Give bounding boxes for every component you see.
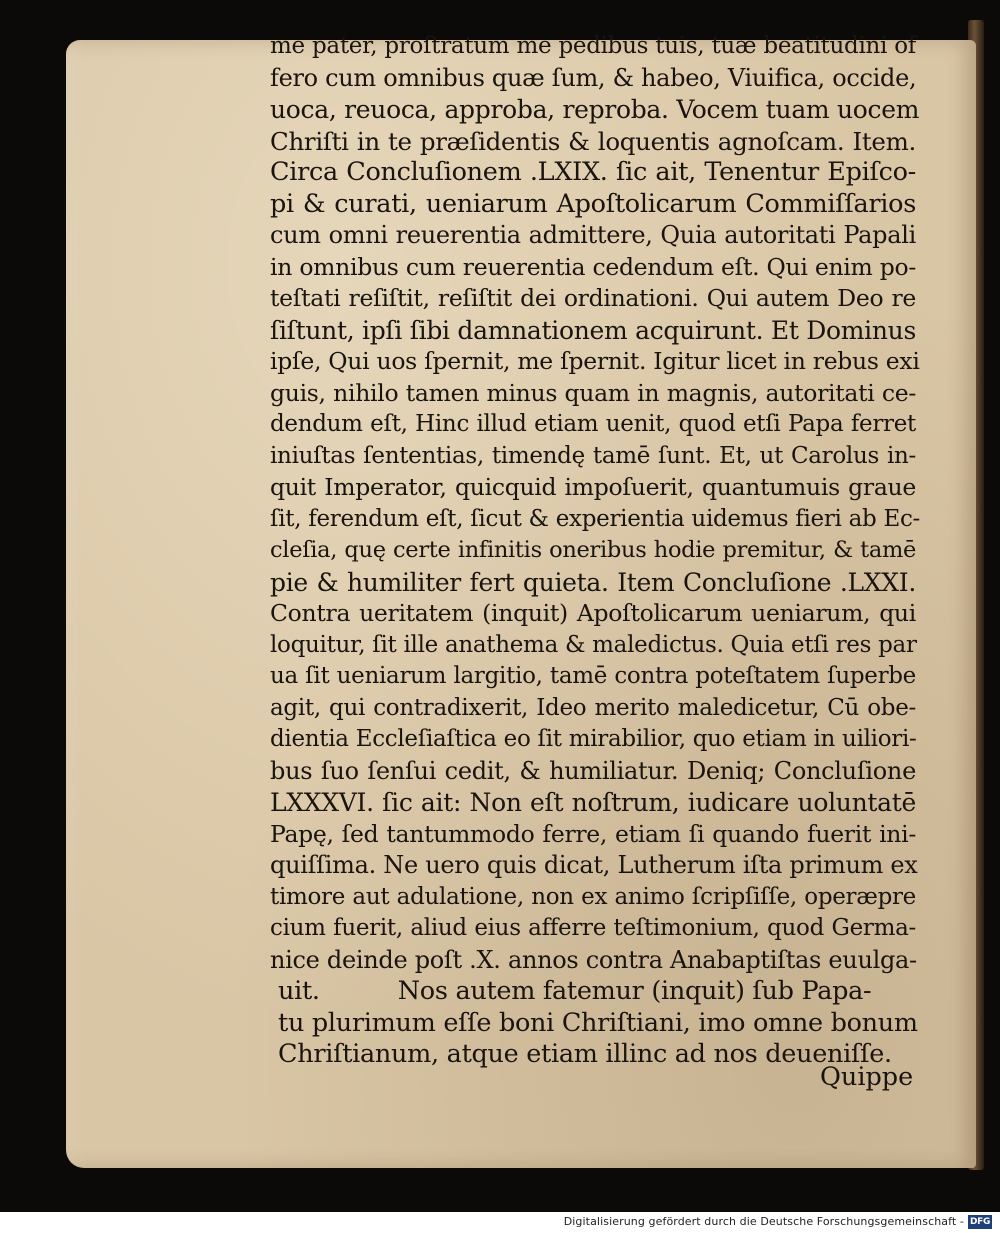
text-line: ſiſtunt, ipſi ſibi damnationem acquirunt. Et Dominus [270, 315, 916, 345]
dfg-logo: DFG [969, 1217, 991, 1227]
text-line: timore aut adulatione, non ex animo ſcripſiſſe, operæpre [270, 883, 916, 910]
text-line: in omnibus cum reuerentia cedendum eſt. Qui enim po- [270, 252, 916, 281]
text-line: Contra ueritatem (inquit) Apoſtolicarum ueniarum, qui [270, 599, 916, 627]
text-line: ſit, ferendum eſt, ſicut & experientia uidemus fieri ab Ec- [270, 505, 921, 532]
text-line: nice deinde poſt .X. annos contra Anabaptiſtas euulga- [270, 945, 917, 974]
text-line: agit, qui contradixerit, Ideo merito maledicetur, Cū obe- [270, 694, 916, 721]
text-line: dendum eſt, Hinc illud etiam uenit, quod etſi Papa ferret [270, 411, 916, 437]
text-line: Papę, ſed tantummodo ferre, etiam ſi quando fuerit ini- [270, 819, 916, 848]
catchword: Quippe [820, 1062, 914, 1092]
text-line: fero cum omnibus quæ ſum, & habeo, Viuifica, occide, [270, 63, 917, 92]
footer-bar [0, 1212, 1000, 1233]
text-line: ipſe, Qui uos ſpernit, me ſpernit. Igitur licet in rebus exi [270, 347, 920, 375]
text-line: loquitur, ſit ille anathema & maledictus. Quia etſi res par [270, 631, 917, 658]
text-line: guis, nihilo tamen minus quam in magnis, autoritati ce- [270, 378, 916, 407]
text-line: LXXXVI. ſic ait: Non eſt noſtrum, iudicare uoluntatē [270, 788, 916, 817]
text-line: ua ſit ueniarum largitio, tamē contra poteſtatem ſuperbe [270, 663, 916, 689]
text-line: me pater, proſtratum me pedibus tuis, tuæ beatitudini of [270, 33, 916, 59]
text-line: teſtati reſiſtit, reſiſtit dei ordinationi. Qui autem Deo re [270, 284, 916, 312]
text-line: quit Imperator, quicquid impoſuerit, quantumuis graue [270, 473, 916, 501]
text-line: Circa Concluſionem .LXIX. ſic ait, Tenentur Epiſco- [270, 157, 916, 187]
text-line: Chriſtianum, atque etiam illinc ad nos deueniſſe. [278, 1039, 892, 1069]
text-line: cum omni reuerentia admittere, Quia autoritati Papali [270, 221, 916, 249]
text-line: uoca, reuoca, approba, reproba. Vocem tuam uocem [270, 95, 920, 124]
text-line: uit. Nos autem fatemur (inquit) ſub Papa- [278, 976, 872, 1006]
text-line: dientia Eccleſiaſtica eo ſit mirabilior, quo etiam in uiliori- [270, 726, 917, 752]
text-line: cleſia, quę certe infinitis oneribus hodie premitur, & tamē [270, 537, 916, 563]
text-line: Chriſti in te præſidentis & loquentis agnoſcam. Item. [270, 126, 916, 156]
text-line: cium fuerit, aliud eius afferre teſtimonium, quod Germa- [270, 915, 916, 941]
text-line: pi & curati, ueniarum Apoſtolicarum Commiſſarios [270, 188, 916, 219]
text-line: tu plurimum eſſe boni Chriſtiani, imo omne bonum [278, 1007, 918, 1038]
body-text [270, 31, 920, 1071]
text-line: pie & humiliter fert quieta. Item Concluſione .LXXI. [270, 567, 916, 597]
text-line: quiſſima. Ne uero quis dicat, Lutherum iſta primum ex [270, 851, 918, 879]
text-line: iniuſtas ſententias, timendę tamē ſunt. Et, ut Carolus in- [270, 442, 916, 469]
funding-notice: Digitalisierung gefördert durch die Deutsche Forschungsgemeinschaft - [563, 1215, 964, 1228]
text-line: bus ſuo ſenſui cedit, & humiliatur. Deniq; Concluſione [270, 756, 916, 785]
